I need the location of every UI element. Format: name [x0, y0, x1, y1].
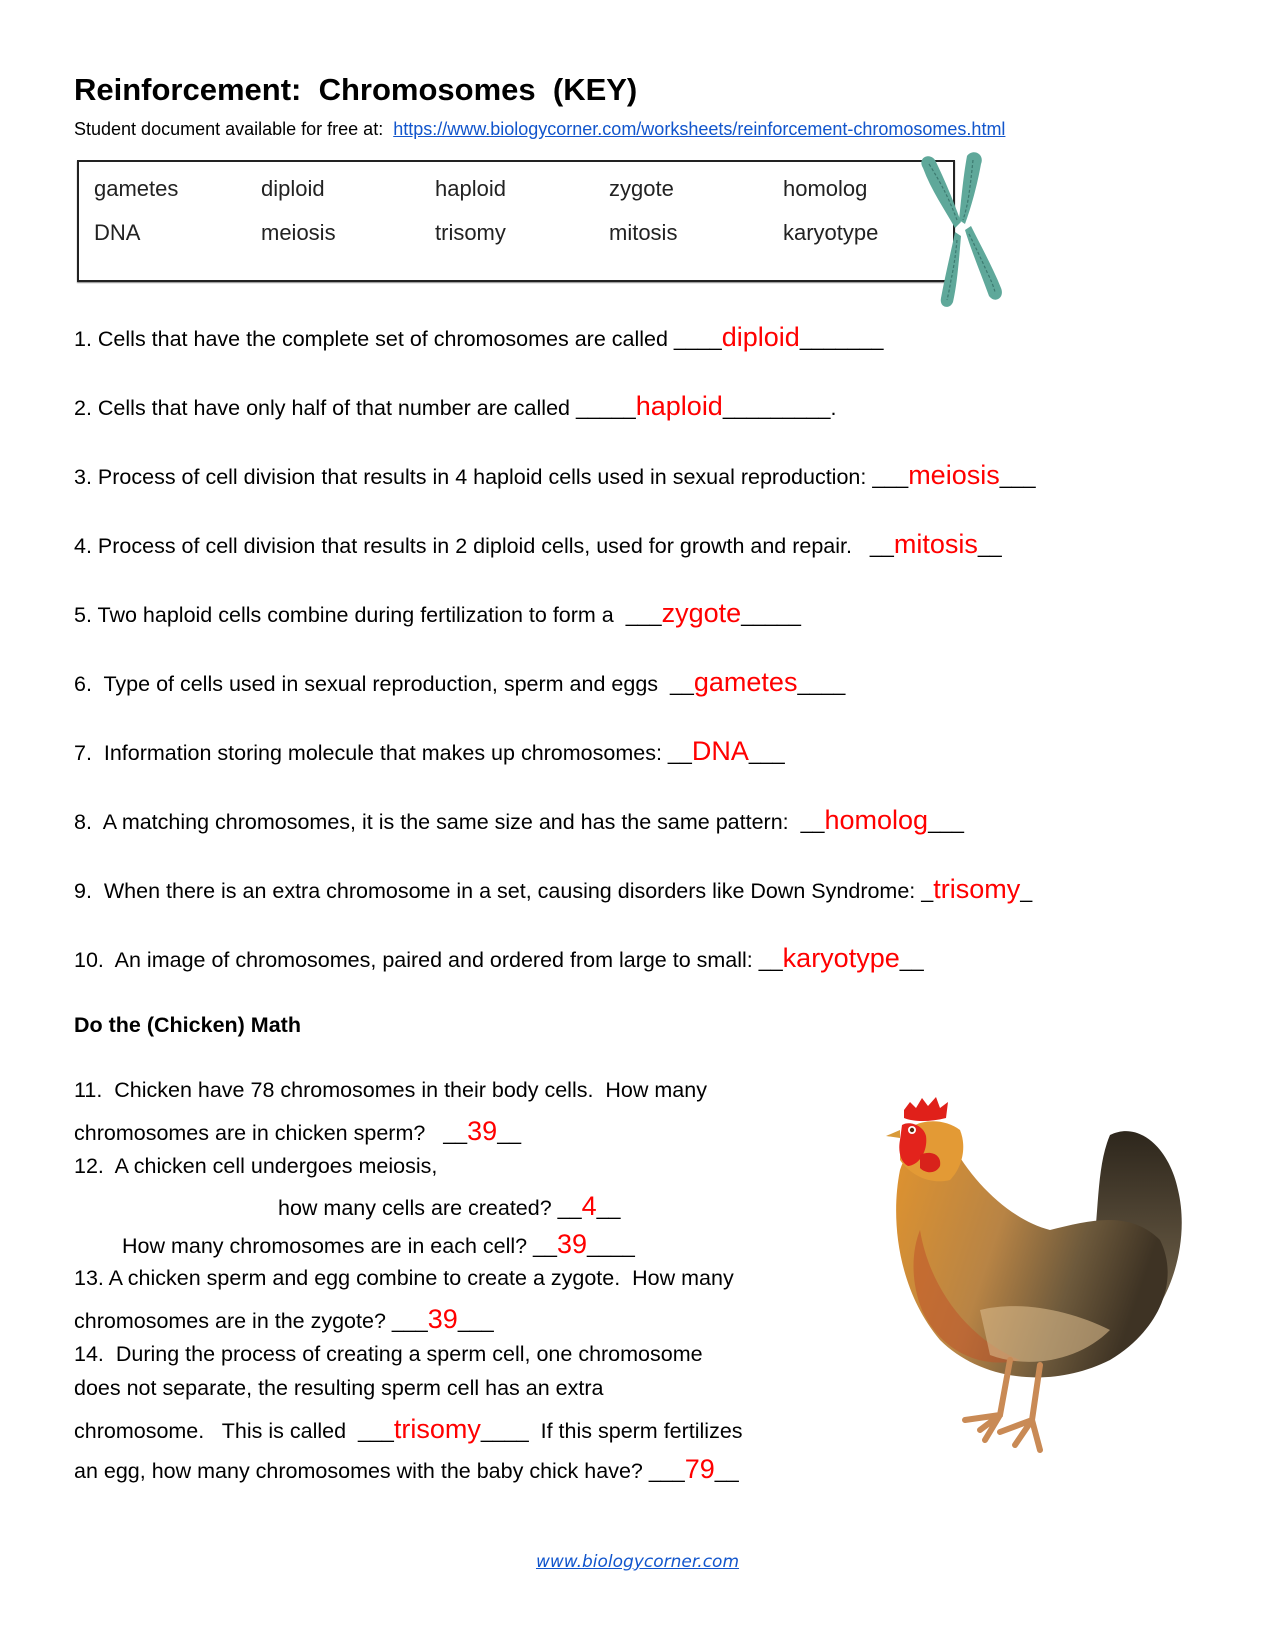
question-7: 7. Information storing molecule that makes up chromosomes: __DNA___ — [74, 736, 785, 766]
section-heading: Do the (Chicken) Math — [74, 1013, 301, 1037]
question-11-line2: chromosomes are in chicken sperm? __39__ — [74, 1116, 522, 1146]
answer-3: meiosis — [908, 460, 1000, 490]
question-6: 6. Type of cells used in sexual reproduction, sperm and eggs __gametes____ — [74, 667, 846, 697]
question-9: 9. When there is an extra chromosome in a set, causing disorders like Down Syndrome: _trisomy_ — [74, 874, 1033, 904]
answer-2: haploid — [635, 391, 723, 421]
question-12-line1: 12. A chicken cell undergoes meiosis, — [74, 1154, 438, 1178]
question-13-line1: 13. A chicken sperm and egg combine to create a zygote. How many — [74, 1266, 734, 1290]
word-bank-item: zygote — [609, 176, 674, 201]
question-13-line2: chromosomes are in the zygote? ___39___ — [74, 1304, 494, 1334]
answer-1: diploid — [721, 322, 800, 352]
question-10: 10. An image of chromosomes, paired and ordered from large to small: __karyotype__ — [74, 943, 924, 973]
question-8: 8. A matching chromosomes, it is the same size and has the same pattern: __homolog___ — [74, 805, 964, 835]
question-14-line4: an egg, how many chromosomes with the baby chick have? ___79__ — [74, 1454, 739, 1484]
word-bank-item: karyotype — [783, 220, 879, 245]
chicken-illustration-icon — [860, 1070, 1200, 1470]
answer-12b: 39 — [556, 1229, 588, 1259]
footer-link[interactable]: www.biologycorner.com — [535, 1552, 740, 1572]
word-bank-item: homolog — [783, 176, 868, 201]
word-bank-item: meiosis — [261, 220, 336, 245]
question-4: 4. Process of cell division that results in 2 diploid cells, used for growth and repair. __mitosis__ — [74, 529, 1002, 559]
word-bank-item: diploid — [261, 176, 325, 201]
question-2: 2. Cells that have only half of that number are called _____haploid_________. — [74, 391, 837, 421]
word-bank-item: DNA — [94, 220, 141, 245]
answer-8: homolog — [824, 805, 929, 835]
answer-5: zygote — [661, 598, 742, 628]
answer-12a: 4 — [581, 1191, 597, 1221]
answer-13: 39 — [427, 1304, 458, 1334]
question-14-line1: 14. During the process of creating a sperm cell, one chromosome — [74, 1342, 703, 1366]
answer-9: trisomy — [933, 874, 1021, 904]
word-bank-item: gametes — [94, 176, 179, 201]
question-5: 5. Two haploid cells combine during fertilization to form a ___zygote_____ — [74, 598, 801, 628]
answer-14a: trisomy — [393, 1414, 481, 1444]
answer-14b: 79 — [684, 1454, 715, 1484]
word-bank — [77, 160, 955, 282]
word-bank-item: mitosis — [609, 220, 678, 245]
answer-11: 39 — [467, 1116, 498, 1146]
student-document-link[interactable]: https://www.biologycorner.com/worksheets/reinforcement-chromosomes.html — [393, 119, 1006, 139]
question-14-line2: does not separate, the resulting sperm cell has an extra — [74, 1376, 604, 1400]
word-bank-item: trisomy — [435, 220, 506, 245]
question-12-line3: How many chromosomes are in each cell? __39____ — [122, 1229, 635, 1259]
question-12-line2: how many cells are created? __4__ — [278, 1191, 621, 1221]
chromosome-icon — [915, 150, 1005, 310]
answer-10: karyotype — [782, 943, 900, 973]
footer — [0, 1552, 1275, 1572]
answer-7: DNA — [691, 736, 749, 766]
page-title: Reinforcement: Chromosomes (KEY) — [74, 72, 638, 107]
word-bank-item: haploid — [435, 176, 506, 201]
subtitle — [74, 119, 1005, 140]
question-3: 3. Process of cell division that results in 4 haploid cells used in sexual reproduction: ___meiosis___ — [74, 460, 1036, 490]
answer-4: mitosis — [893, 529, 978, 559]
answer-6: gametes — [693, 667, 798, 697]
question-11-line1: 11. Chicken have 78 chromosomes in their body cells. How many — [74, 1078, 707, 1102]
subtitle-text: Student document available for free at: — [74, 119, 394, 139]
question-1: 1. Cells that have the complete set of chromosomes are called ____diploid_______ — [74, 322, 884, 352]
question-14-line3: chromosome. This is called ___trisomy____ If this sperm fertilizes — [74, 1414, 743, 1444]
